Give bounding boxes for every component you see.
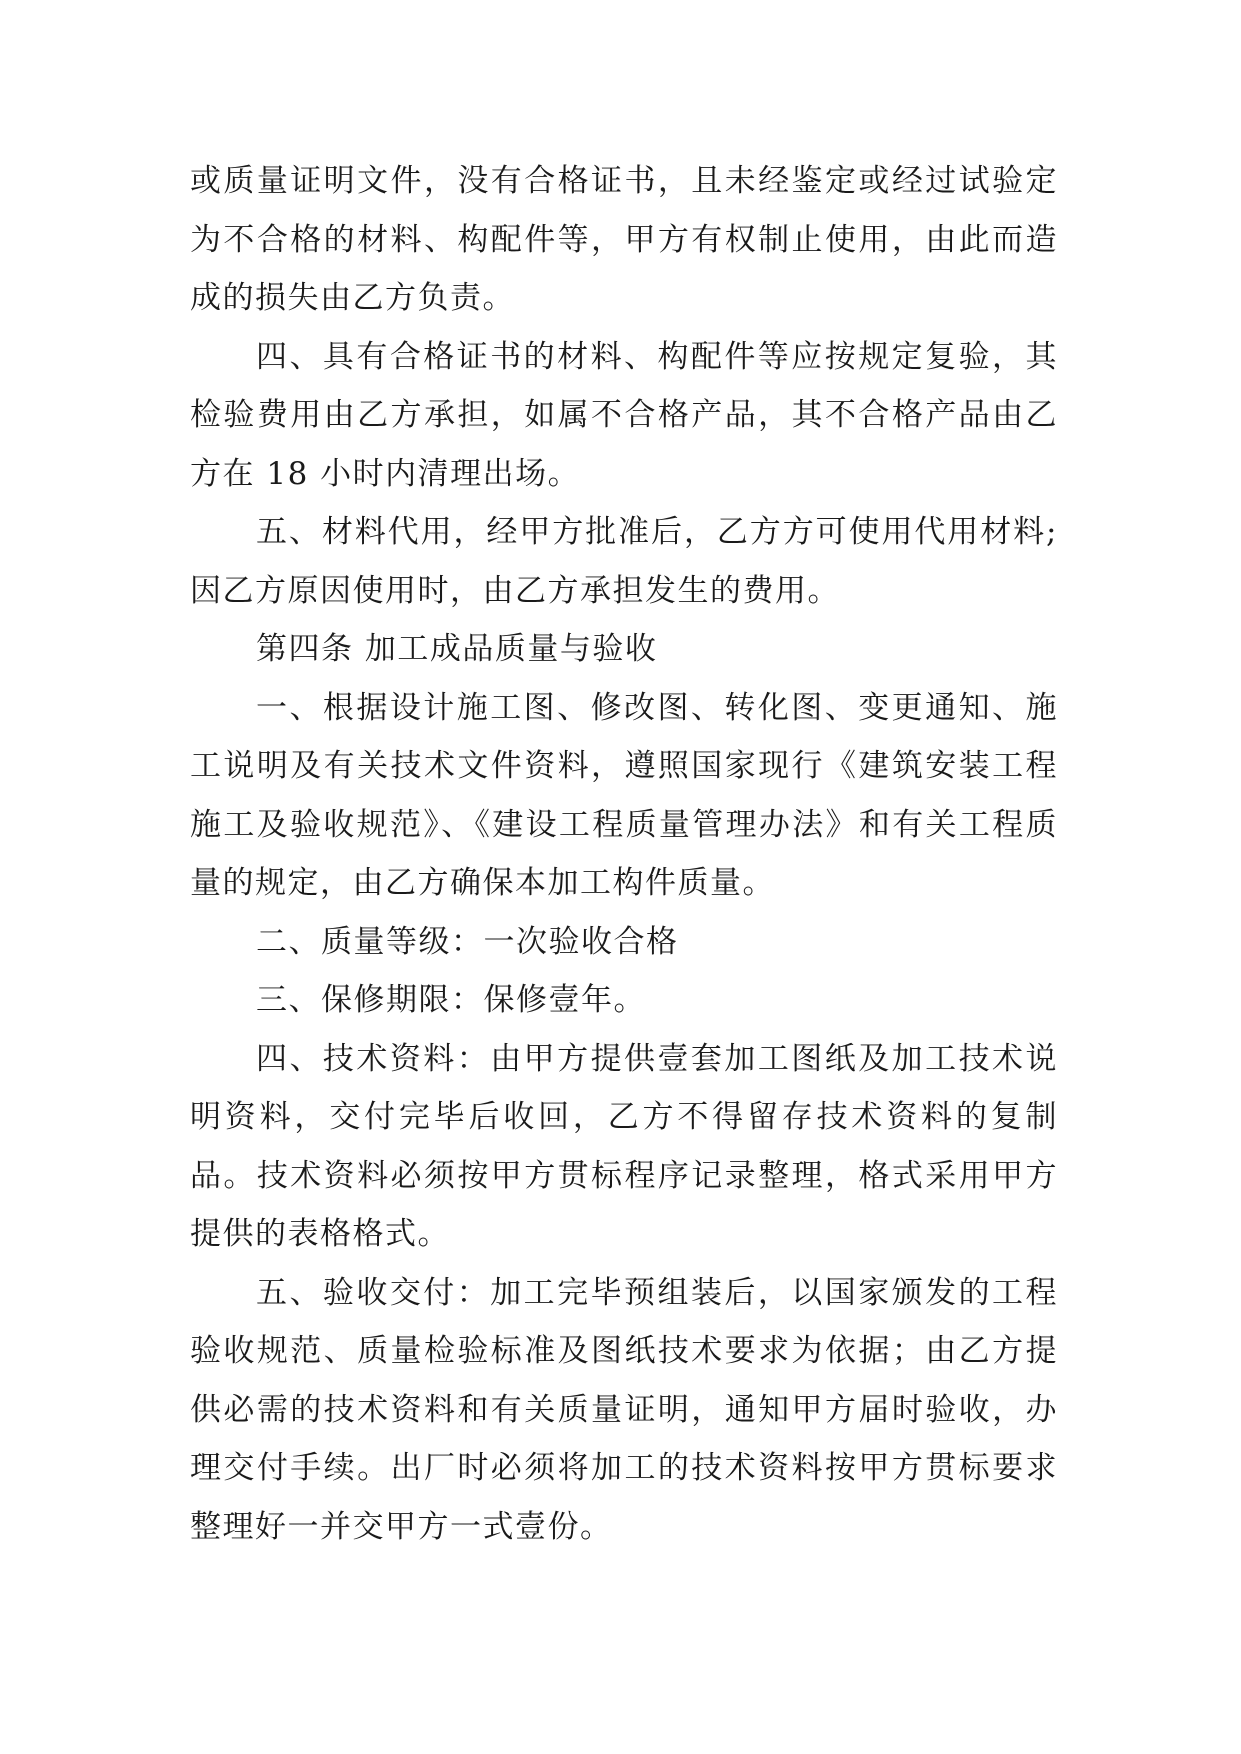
paragraph-item-3-warranty: 三、保修期限：保修壹年。 — [256, 982, 646, 1018]
paragraph-item-1-standards: 一、根据设计施工图、修改图、转化图、变更通知、施工说明及有关技术文件资料，遵照国家现行《建筑安装工程施工及验收规范》、《建设工程质量管理办法》和有关工程质量的规定，由乙方确保本加工构件质量。 — [190, 689, 1058, 901]
paragraph-item-5-acceptance: 五、验收交付：加工完毕预组装后，以国家颁发的工程验收规范、质量检验标准及图纸技术要求为依据；由乙方提供必需的技术资料和有关质量证明，通知甲方届时验收，办理交付手续。出厂时必须将加工的技术资料按甲方贯标要求整理好一并交甲方一式壹份。 — [190, 1274, 1058, 1545]
document-body — [190, 152, 1058, 1556]
paragraph-clause-5-substitution: 五、材料代用，经甲方批准后，乙方方可使用代用材料;因乙方原因使用时，由乙方承担发生的费用。 — [190, 514, 1058, 609]
section-heading-article-4: 第四条 加工成品质量与验收 — [256, 631, 658, 667]
paragraph-item-4-technical-docs: 四、技术资料：由甲方提供壹套加工图纸及加工技术说明资料，交付完毕后收回，乙方不得留存技术资料的复制品。技术资料必须按甲方贯标程序记录整理，格式采用甲方提供的表格格式。 — [190, 1040, 1058, 1252]
paragraph-item-2-quality-grade: 二、质量等级：一次验收合格 — [256, 923, 679, 960]
paragraph-continuation: 或质量证明文件，没有合格证书，且未经鉴定或经过试验定为不合格的材料、构配件等，甲方有权制止使用，由此而造成的损失由乙方负责。 — [190, 163, 1058, 316]
paragraph-clause-4-retest: 四、具有合格证书的材料、构配件等应按规定复验，其检验费用由乙方承担，如属不合格产品，其不合格产品由乙方在 18 小时内清理出场。 — [190, 338, 1058, 492]
